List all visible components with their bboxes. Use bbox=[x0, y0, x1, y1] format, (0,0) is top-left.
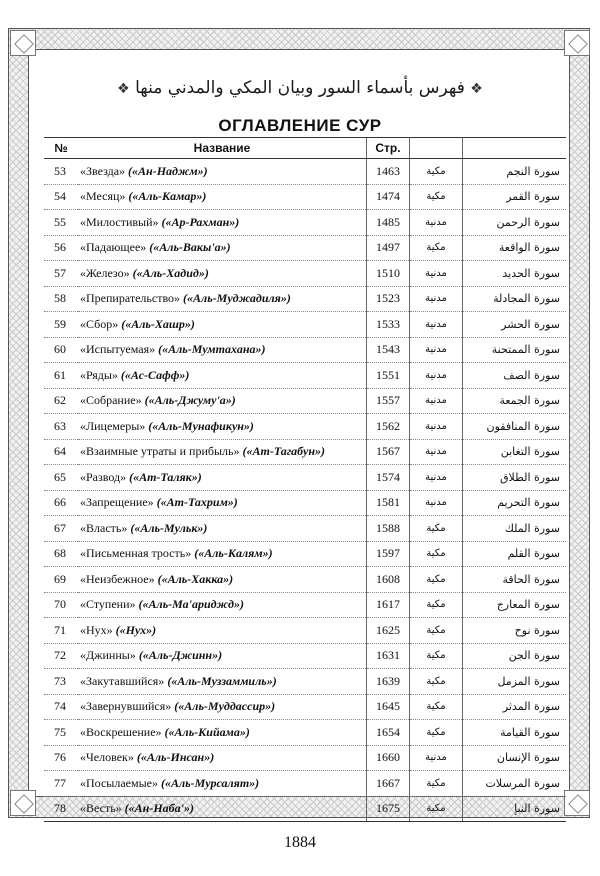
ornament-icon: ❖ bbox=[117, 81, 130, 97]
surah-transliteration: («Аль-Камар») bbox=[128, 189, 207, 204]
surah-transliteration: («Аль-Кийама») bbox=[164, 724, 250, 739]
revelation-type: مكية bbox=[410, 618, 463, 644]
page-ref: 1654 bbox=[367, 720, 410, 746]
surah-number: 57 bbox=[44, 261, 78, 287]
surah-name-cell bbox=[78, 592, 367, 618]
surah-transliteration: («Аль-Мунафикун») bbox=[148, 418, 254, 433]
surah-arabic-name: سورة المنافقون bbox=[463, 414, 567, 440]
corner-ornament-icon bbox=[564, 30, 590, 56]
table-body bbox=[44, 159, 566, 822]
surah-number: 56 bbox=[44, 235, 78, 261]
table-row bbox=[44, 159, 566, 185]
surah-name-cell bbox=[78, 720, 367, 746]
revelation-type: مدنية bbox=[410, 465, 463, 491]
surah-name: «Лицемеры» bbox=[80, 418, 146, 433]
column-header-name: Название bbox=[78, 138, 367, 159]
corner-ornament-icon bbox=[10, 30, 36, 56]
surah-number: 66 bbox=[44, 490, 78, 516]
surah-transliteration: («Аль-Хадид») bbox=[132, 265, 209, 280]
page-ref: 1551 bbox=[367, 363, 410, 389]
surah-name: «Письменная трость» bbox=[80, 546, 192, 561]
revelation-type: مدنية bbox=[410, 286, 463, 312]
table-row bbox=[44, 567, 566, 593]
page-ref: 1597 bbox=[367, 541, 410, 567]
revelation-type: مكية bbox=[410, 592, 463, 618]
surah-number: 63 bbox=[44, 414, 78, 440]
page-ref: 1639 bbox=[367, 669, 410, 695]
surah-number: 69 bbox=[44, 567, 78, 593]
surah-name: «Сбор» bbox=[80, 316, 119, 331]
surah-number: 71 bbox=[44, 618, 78, 644]
surah-transliteration: («Нух») bbox=[115, 622, 157, 637]
page-ref: 1485 bbox=[367, 210, 410, 236]
table-row bbox=[44, 388, 566, 414]
revelation-type: مكية bbox=[410, 235, 463, 261]
surah-transliteration: («Ас-Сафф») bbox=[120, 367, 190, 382]
surah-number: 73 bbox=[44, 669, 78, 695]
surah-name-cell bbox=[78, 490, 367, 516]
surah-arabic-name: سورة المعارج bbox=[463, 592, 567, 618]
surah-arabic-name: سورة التغابن bbox=[463, 439, 567, 465]
surah-name-cell bbox=[78, 745, 367, 771]
page-ref: 1675 bbox=[367, 796, 410, 822]
table-row bbox=[44, 235, 566, 261]
revelation-type: مدنية bbox=[410, 439, 463, 465]
revelation-type: مدنية bbox=[410, 363, 463, 389]
surah-transliteration: («Аль-Муддассир») bbox=[174, 699, 276, 714]
surah-arabic-name: سورة الرحمن bbox=[463, 210, 567, 236]
surah-arabic-name: سورة القلم bbox=[463, 541, 567, 567]
surah-arabic-name: سورة المزمل bbox=[463, 669, 567, 695]
table-row bbox=[44, 184, 566, 210]
surah-name: «Завернувшийся» bbox=[80, 699, 172, 714]
surah-arabic-name: سورة النجم bbox=[463, 159, 567, 185]
revelation-type: مدنية bbox=[410, 312, 463, 338]
page-ref: 1581 bbox=[367, 490, 410, 516]
surah-number: 76 bbox=[44, 745, 78, 771]
surah-transliteration: («Аль-Хашр») bbox=[121, 316, 195, 331]
page-ref: 1463 bbox=[367, 159, 410, 185]
page-ref: 1474 bbox=[367, 184, 410, 210]
surah-name: «Запрещение» bbox=[80, 495, 154, 510]
revelation-type: مكية bbox=[410, 720, 463, 746]
surah-transliteration: («Аль-Мурсалят») bbox=[160, 775, 260, 790]
surah-name: «Собрание» bbox=[80, 393, 142, 408]
surah-name-cell bbox=[78, 669, 367, 695]
surah-arabic-name: سورة الجمعة bbox=[463, 388, 567, 414]
table-row bbox=[44, 771, 566, 797]
surah-arabic-name: سورة الصف bbox=[463, 363, 567, 389]
surah-name-cell bbox=[78, 337, 367, 363]
page-ref: 1533 bbox=[367, 312, 410, 338]
surah-arabic-name: سورة القمر bbox=[463, 184, 567, 210]
surah-number: 60 bbox=[44, 337, 78, 363]
surah-table bbox=[44, 137, 566, 822]
surah-name-cell bbox=[78, 567, 367, 593]
surah-transliteration: («Аль-Инсан») bbox=[136, 750, 215, 765]
table-row bbox=[44, 669, 566, 695]
surah-arabic-name: سورة الجن bbox=[463, 643, 567, 669]
revelation-type: مدنية bbox=[410, 210, 463, 236]
surah-arabic-name: سورة نوح bbox=[463, 618, 567, 644]
surah-arabic-name: سورة التحريم bbox=[463, 490, 567, 516]
revelation-type: مكية bbox=[410, 694, 463, 720]
surah-name-cell bbox=[78, 465, 367, 491]
surah-name: «Испытуемая» bbox=[80, 342, 156, 357]
surah-name-cell bbox=[78, 184, 367, 210]
surah-number: 53 bbox=[44, 159, 78, 185]
surah-name: «Железо» bbox=[80, 265, 130, 280]
column-header-type bbox=[410, 138, 463, 159]
table-row bbox=[44, 541, 566, 567]
surah-name: «Милостивый» bbox=[80, 214, 159, 229]
surah-name-cell bbox=[78, 439, 367, 465]
surah-name-cell bbox=[78, 235, 367, 261]
surah-name: «Воскрешение» bbox=[80, 724, 162, 739]
page-title: ОГЛАВЛЕНИЕ СУР bbox=[218, 116, 382, 135]
table-row bbox=[44, 465, 566, 491]
table-row bbox=[44, 592, 566, 618]
revelation-type: مكية bbox=[410, 771, 463, 797]
table-row bbox=[44, 337, 566, 363]
surah-name: «Ряды» bbox=[80, 367, 118, 382]
table-row bbox=[44, 694, 566, 720]
surah-arabic-name: سورة الممتحنة bbox=[463, 337, 567, 363]
revelation-type: مدنية bbox=[410, 388, 463, 414]
surah-name: «Джинны» bbox=[80, 648, 136, 663]
surah-number: 67 bbox=[44, 516, 78, 542]
surah-number: 77 bbox=[44, 771, 78, 797]
surah-transliteration: («Ан-Наба'») bbox=[124, 801, 194, 816]
table-row bbox=[44, 363, 566, 389]
table-row bbox=[44, 312, 566, 338]
table-row bbox=[44, 745, 566, 771]
surah-number: 61 bbox=[44, 363, 78, 389]
surah-name: «Неизбежное» bbox=[80, 571, 155, 586]
table-row bbox=[44, 261, 566, 287]
surah-arabic-name: سورة المدثر bbox=[463, 694, 567, 720]
surah-transliteration: («Аль-Муззаммиль») bbox=[167, 673, 277, 688]
surah-name: «Ступени» bbox=[80, 597, 136, 612]
surah-number: 62 bbox=[44, 388, 78, 414]
surah-number: 74 bbox=[44, 694, 78, 720]
corner-ornament-icon bbox=[564, 790, 590, 816]
page-ref: 1631 bbox=[367, 643, 410, 669]
surah-number: 78 bbox=[44, 796, 78, 822]
page-ref: 1523 bbox=[367, 286, 410, 312]
table-row bbox=[44, 414, 566, 440]
surah-name: «Развод» bbox=[80, 469, 127, 484]
table-header-row bbox=[44, 138, 566, 159]
surah-transliteration: («Аль-Джуму'а») bbox=[144, 393, 236, 408]
surah-arabic-name: سورة النبإ bbox=[463, 796, 567, 822]
page-ref: 1608 bbox=[367, 567, 410, 593]
surah-name: «Закутавшийся» bbox=[80, 673, 165, 688]
revelation-type: مكية bbox=[410, 159, 463, 185]
surah-name-cell bbox=[78, 312, 367, 338]
surah-name-cell bbox=[78, 286, 367, 312]
page-ref: 1667 bbox=[367, 771, 410, 797]
column-header-page: Стр. bbox=[367, 138, 410, 159]
surah-name-cell bbox=[78, 796, 367, 822]
surah-name-cell bbox=[78, 388, 367, 414]
surah-name-cell bbox=[78, 516, 367, 542]
page-ref: 1557 bbox=[367, 388, 410, 414]
surah-transliteration: («Аль-Хакка») bbox=[157, 571, 234, 586]
surah-name-cell bbox=[78, 771, 367, 797]
surah-arabic-name: سورة الإنسان bbox=[463, 745, 567, 771]
surah-name-cell bbox=[78, 618, 367, 644]
surah-transliteration: («Аль-Ма'ариджд») bbox=[138, 597, 245, 612]
surah-arabic-name: سورة الواقعة bbox=[463, 235, 567, 261]
surah-transliteration: («Аль-Муджадиля») bbox=[183, 291, 291, 306]
table-row bbox=[44, 490, 566, 516]
revelation-type: مكية bbox=[410, 669, 463, 695]
surah-transliteration: («Ат-Тахрим») bbox=[156, 495, 238, 510]
page-ref: 1617 bbox=[367, 592, 410, 618]
revelation-type: مكية bbox=[410, 796, 463, 822]
page-ref: 1588 bbox=[367, 516, 410, 542]
revelation-type: مدنية bbox=[410, 414, 463, 440]
surah-number: 70 bbox=[44, 592, 78, 618]
surah-transliteration: («Ан-Наджм») bbox=[128, 163, 208, 178]
surah-number: 54 bbox=[44, 184, 78, 210]
surah-name-cell bbox=[78, 363, 367, 389]
page-ref: 1543 bbox=[367, 337, 410, 363]
table-row bbox=[44, 286, 566, 312]
table-row bbox=[44, 516, 566, 542]
surah-number: 59 bbox=[44, 312, 78, 338]
surah-number: 65 bbox=[44, 465, 78, 491]
arabic-title-text: فهرس بأسماء السور وبيان المكي والمدني منها bbox=[135, 78, 465, 98]
corner-ornament-icon bbox=[10, 790, 36, 816]
surah-name: «Власть» bbox=[80, 520, 128, 535]
surah-name: «Нух» bbox=[80, 622, 113, 637]
surah-name-cell bbox=[78, 261, 367, 287]
surah-transliteration: («Ат-Таляк») bbox=[129, 469, 202, 484]
surah-name-cell bbox=[78, 159, 367, 185]
surah-transliteration: («Аль-Калям») bbox=[194, 546, 273, 561]
page-number: 1884 bbox=[284, 834, 316, 851]
surah-number: 68 bbox=[44, 541, 78, 567]
surah-arabic-name: سورة الحديد bbox=[463, 261, 567, 287]
table-row bbox=[44, 439, 566, 465]
surah-transliteration: («Ар-Рахман») bbox=[161, 214, 240, 229]
page-ref: 1574 bbox=[367, 465, 410, 491]
surah-arabic-name: سورة المرسلات bbox=[463, 771, 567, 797]
surah-name: «Посылаемые» bbox=[80, 775, 158, 790]
surah-arabic-name: سورة الطلاق bbox=[463, 465, 567, 491]
column-header-arabic bbox=[463, 138, 567, 159]
surah-number: 75 bbox=[44, 720, 78, 746]
page-ref: 1497 bbox=[367, 235, 410, 261]
page-ref: 1510 bbox=[367, 261, 410, 287]
surah-name: «Звезда» bbox=[80, 163, 126, 178]
page-ref: 1625 bbox=[367, 618, 410, 644]
page-ref: 1660 bbox=[367, 745, 410, 771]
surah-name-cell bbox=[78, 210, 367, 236]
surah-arabic-name: سورة المجادلة bbox=[463, 286, 567, 312]
surah-name: «Взаимные утраты и прибыль» bbox=[80, 444, 240, 459]
surah-name: «Препирательство» bbox=[80, 291, 181, 306]
surah-name-cell bbox=[78, 694, 367, 720]
revelation-type: مكية bbox=[410, 541, 463, 567]
surah-arabic-name: سورة الحشر bbox=[463, 312, 567, 338]
surah-name: «Весть» bbox=[80, 801, 122, 816]
surah-number: 55 bbox=[44, 210, 78, 236]
surah-number: 64 bbox=[44, 439, 78, 465]
revelation-type: مدنية bbox=[410, 261, 463, 287]
surah-name-cell bbox=[78, 541, 367, 567]
surah-transliteration: («Ат-Тагабун») bbox=[242, 444, 325, 459]
table-row bbox=[44, 618, 566, 644]
surah-name: «Месяц» bbox=[80, 189, 126, 204]
page-ref: 1645 bbox=[367, 694, 410, 720]
surah-arabic-name: سورة القيامة bbox=[463, 720, 567, 746]
page-ref: 1562 bbox=[367, 414, 410, 440]
table-row bbox=[44, 643, 566, 669]
arabic-title bbox=[0, 78, 600, 98]
table-row bbox=[44, 720, 566, 746]
revelation-type: مكية bbox=[410, 184, 463, 210]
surah-number: 72 bbox=[44, 643, 78, 669]
revelation-type: مدنية bbox=[410, 490, 463, 516]
revelation-type: مدنية bbox=[410, 745, 463, 771]
table-row bbox=[44, 796, 566, 822]
column-header-number: № bbox=[44, 138, 78, 159]
surah-arabic-name: سورة الحاقة bbox=[463, 567, 567, 593]
table-row bbox=[44, 210, 566, 236]
revelation-type: مكية bbox=[410, 643, 463, 669]
surah-transliteration: («Аль-Джинн») bbox=[138, 648, 223, 663]
revelation-type: مدنية bbox=[410, 337, 463, 363]
surah-name-cell bbox=[78, 414, 367, 440]
surah-transliteration: («Аль-Мульк») bbox=[130, 520, 208, 535]
surah-name: «Человек» bbox=[80, 750, 134, 765]
surah-transliteration: («Аль-Мумтахана») bbox=[158, 342, 266, 357]
surah-arabic-name: سورة الملك bbox=[463, 516, 567, 542]
revelation-type: مكية bbox=[410, 567, 463, 593]
surah-name-cell bbox=[78, 643, 367, 669]
revelation-type: مكية bbox=[410, 516, 463, 542]
surah-transliteration: («Аль-Вакы'а») bbox=[149, 240, 231, 255]
page-ref: 1567 bbox=[367, 439, 410, 465]
ornament-icon: ❖ bbox=[470, 81, 483, 97]
surah-number: 58 bbox=[44, 286, 78, 312]
surah-name: «Падающее» bbox=[80, 240, 147, 255]
